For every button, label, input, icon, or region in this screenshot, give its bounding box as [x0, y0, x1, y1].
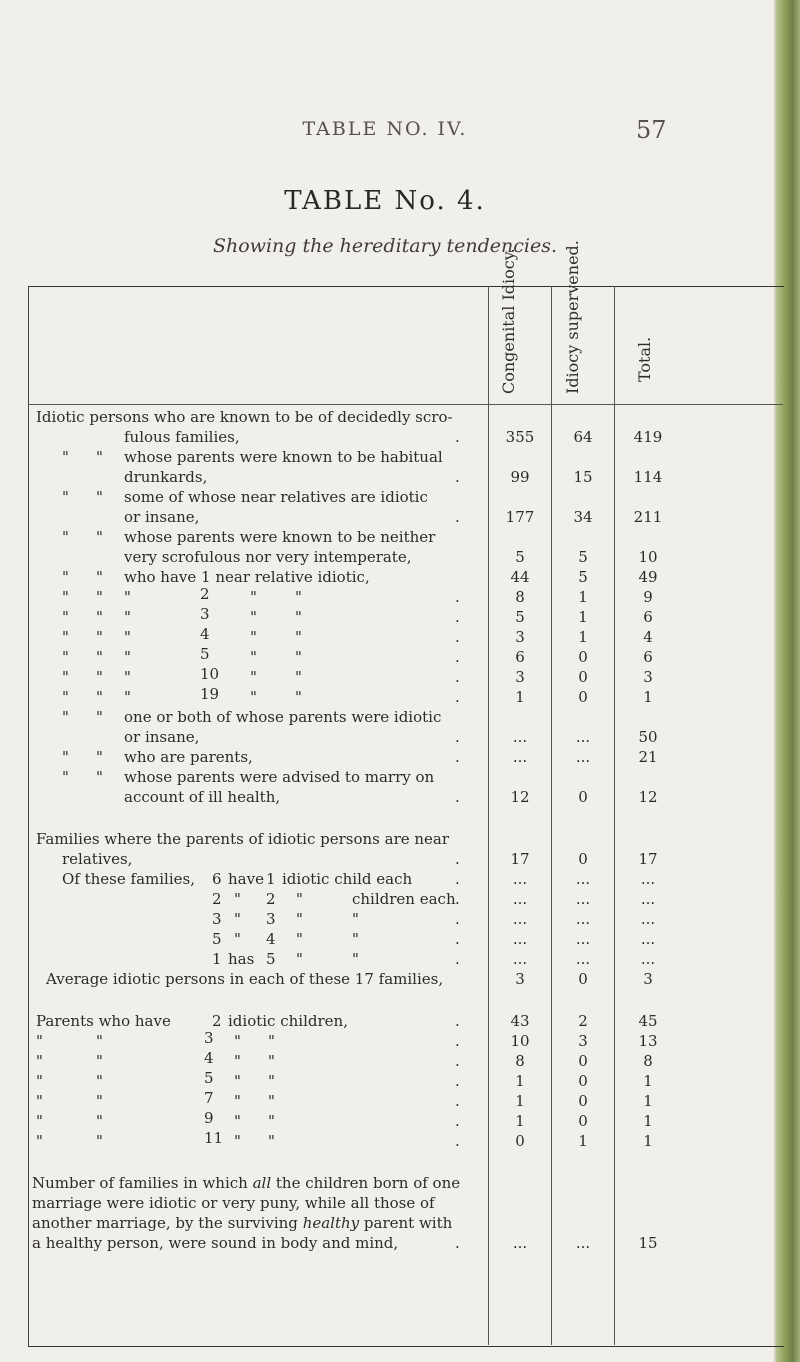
ditto-mark: " [250, 588, 257, 606]
parents-6-col1: 0 [515, 1132, 525, 1150]
child-count: 5 [204, 1069, 214, 1087]
row-5-col3: 9 [643, 588, 653, 606]
leader-dot: . [455, 1032, 460, 1050]
ditto-mark: " [96, 528, 103, 546]
row-3-col2: 5 [578, 548, 588, 566]
row-1-col1: 99 [510, 468, 530, 486]
family-2-col1: ... [512, 910, 528, 928]
leader-dot: . [455, 910, 460, 928]
ditto-mark: " [96, 648, 103, 666]
idiot-count: 3 [266, 910, 276, 928]
parents-0-col2: 2 [578, 1012, 588, 1030]
leader-dot: . [455, 788, 460, 806]
row-12-col3: 21 [638, 748, 658, 766]
parents-4-col2: 0 [578, 1092, 588, 1110]
ditto-mark: " [250, 668, 257, 686]
family-2-col2: ... [575, 910, 591, 928]
leader-dot: . [455, 870, 460, 888]
row-3-col3: 10 [638, 548, 658, 566]
row-1-col2: 15 [573, 468, 593, 486]
ditto-mark: " [96, 628, 103, 646]
ditto-mark: " [234, 1092, 241, 1110]
ditto-mark: " [250, 628, 257, 646]
ditto-mark: " [234, 1132, 241, 1150]
family-text: children each [352, 890, 456, 908]
family-1-col2: ... [575, 890, 591, 908]
leader-dot: . [455, 608, 460, 626]
ditto-mark: " [268, 1092, 275, 1110]
row-8-col3: 6 [643, 648, 653, 666]
family-count: 1 [212, 950, 222, 968]
ditto-mark: " [96, 448, 103, 466]
child-count: 2 [212, 1012, 222, 1030]
ditto-mark: " [124, 648, 131, 666]
section-intro: Idiotic persons who are known to be of decidedly scro- [36, 408, 453, 426]
ditto-mark: " [296, 950, 303, 968]
leader-dot: . [455, 648, 460, 666]
ditto-mark: " [96, 688, 103, 706]
paragraph-line [32, 1174, 460, 1193]
ditto-mark: " [62, 708, 69, 726]
row-6-col3: 6 [643, 608, 653, 626]
relative-count: 2 [200, 585, 210, 603]
ditto-mark: " [124, 588, 131, 606]
ditto-mark: " [250, 608, 257, 626]
family-3-col3: ... [640, 930, 656, 948]
row-6-col2: 1 [578, 608, 588, 626]
paragraph-line [32, 1214, 452, 1233]
relatives-col1: 17 [510, 850, 530, 868]
row-10-col1: 1 [515, 688, 525, 706]
column-divider [614, 286, 615, 1345]
row-9-col1: 3 [515, 668, 525, 686]
leader-dot: . [455, 628, 460, 646]
child-count: 9 [204, 1109, 214, 1127]
parents-5-col3: 1 [643, 1112, 653, 1130]
idiot-count: 2 [266, 890, 276, 908]
ditto-mark: " [352, 910, 359, 928]
ditto-mark: " [62, 568, 69, 586]
relative-count: 5 [200, 645, 210, 663]
row-11-col2: ... [575, 728, 591, 746]
family-2-col3: ... [640, 910, 656, 928]
row-label: drunkards, [124, 468, 208, 486]
ditto-mark: " [96, 748, 103, 766]
family-4-col2: ... [575, 950, 591, 968]
ditto-mark: " [268, 1052, 275, 1070]
row-label: or insane, [124, 508, 200, 526]
ditto-mark: " [62, 628, 69, 646]
leader-dot: . [455, 468, 460, 486]
ditto-mark: " [96, 608, 103, 626]
ditto-mark: " [234, 1072, 241, 1090]
ditto-mark: " [250, 648, 257, 666]
text: the children born of one [271, 1174, 461, 1192]
leader-dot: . [455, 950, 460, 968]
emphasis: healthy [302, 1214, 360, 1232]
ditto-mark: " [234, 1052, 241, 1070]
child-count: 7 [204, 1089, 214, 1107]
family-4-col1: ... [512, 950, 528, 968]
row-12-col2: ... [575, 748, 591, 766]
row-8-col1: 6 [515, 648, 525, 666]
leader-dot: . [455, 748, 460, 766]
ditto-mark: " [96, 708, 103, 726]
family-verb: has [228, 950, 255, 968]
page-number: 57 [636, 116, 667, 144]
row-label: whose parents were known to be neither [124, 528, 436, 546]
ditto-mark: " [36, 1032, 43, 1050]
text: parent with [359, 1214, 453, 1232]
ditto-mark: " [96, 488, 103, 506]
relative-count: 10 [200, 665, 220, 683]
family-count: 6 [212, 870, 222, 888]
row-2-col3: 211 [633, 508, 663, 526]
parents-2-col1: 8 [515, 1052, 525, 1070]
ditto-mark: " [295, 668, 302, 686]
parents-0-col1: 43 [510, 1012, 530, 1030]
row-4-col1: 44 [510, 568, 530, 586]
leader-dot: . [455, 728, 460, 746]
text: Number of families in which [32, 1174, 253, 1192]
row-7-col3: 4 [643, 628, 653, 646]
row-11-col3: 50 [638, 728, 658, 746]
row-6-col1: 5 [515, 608, 525, 626]
row-1-col3: 114 [633, 468, 663, 486]
families-sound-col2: ... [575, 1234, 591, 1252]
idiot-count: 4 [266, 930, 276, 948]
row-0-col1: 355 [505, 428, 535, 446]
idiot-count: 5 [266, 950, 276, 968]
family-1-col1: ... [512, 890, 528, 908]
col-header-total: Total. [635, 336, 654, 382]
ditto-mark: " [96, 768, 103, 786]
row-5-col2: 1 [578, 588, 588, 606]
leader-dot: . [455, 850, 460, 868]
ditto-mark: " [296, 910, 303, 928]
leader-dot: . [455, 1092, 460, 1110]
average-col2: 0 [578, 970, 588, 988]
ditto-mark: " [295, 588, 302, 606]
table-title: TABLE No. 4. [284, 186, 486, 216]
row-11-col1: ... [512, 728, 528, 746]
relative-count: 19 [200, 685, 220, 703]
row-label: relatives, [62, 850, 133, 868]
paragraph-line: marriage were idiotic or very puny, while all those of [32, 1194, 435, 1212]
ditto-mark: " [36, 1112, 43, 1130]
row-13-col1: 12 [510, 788, 530, 806]
ditto-mark: " [352, 950, 359, 968]
ditto-mark: " [62, 688, 69, 706]
parents-3-col1: 1 [515, 1072, 525, 1090]
average-label: Average idiotic persons in each of these 17 families, [46, 970, 444, 988]
idiot-count: 1 [266, 870, 276, 888]
row-5-col1: 8 [515, 588, 525, 606]
parents-6-col2: 1 [578, 1132, 588, 1150]
ditto-mark: " [352, 930, 359, 948]
ditto-mark: " [96, 588, 103, 606]
header-rule [28, 404, 783, 405]
ditto-mark: " [62, 648, 69, 666]
table-subtitle: Showing the hereditary tendencies. [212, 235, 557, 257]
family-verb: have [228, 870, 264, 888]
child-count: 3 [204, 1029, 214, 1047]
row-label: one or both of whose parents were idiotic [124, 708, 442, 726]
col-header-supervened: Idiocy supervened. [563, 240, 582, 394]
families-sound-col1: ... [512, 1234, 528, 1252]
ditto-mark: " [234, 910, 241, 928]
row-label: very scrofulous nor very intemperate, [124, 548, 412, 566]
parents-4-col3: 1 [643, 1092, 653, 1110]
ditto-mark: " [234, 930, 241, 948]
parents-3-col2: 0 [578, 1072, 588, 1090]
leader-dot: . [455, 588, 460, 606]
row-12-col1: ... [512, 748, 528, 766]
families-sound-col3: 15 [638, 1234, 658, 1252]
col-header-congenital: Congenital Idiocy. [499, 248, 518, 394]
ditto-mark: " [268, 1132, 275, 1150]
ditto-mark: " [268, 1112, 275, 1130]
ditto-mark: " [124, 628, 131, 646]
ditto-mark: " [250, 688, 257, 706]
ditto-mark: " [62, 528, 69, 546]
ditto-mark: " [124, 688, 131, 706]
row-9-col3: 3 [643, 668, 653, 686]
leader-dot: . [455, 668, 460, 686]
relative-count: 4 [200, 625, 210, 643]
row-7-col2: 1 [578, 628, 588, 646]
row-label: account of ill health, [124, 788, 281, 806]
row-4-col2: 5 [578, 568, 588, 586]
ditto-mark: " [96, 1052, 103, 1070]
emphasis: all [252, 1174, 272, 1192]
row-2-col1: 177 [505, 508, 535, 526]
parents-1-col1: 10 [510, 1032, 530, 1050]
child-count: 11 [204, 1129, 224, 1147]
ditto-mark: " [124, 668, 131, 686]
row-0-col3: 419 [633, 428, 663, 446]
section-intro: Parents who have [36, 1012, 171, 1030]
row-7-col1: 3 [515, 628, 525, 646]
column-divider [488, 286, 489, 1345]
parents-6-col3: 1 [643, 1132, 653, 1150]
ditto-mark: " [36, 1132, 43, 1150]
ditto-mark: " [96, 1112, 103, 1130]
ditto-mark: " [36, 1072, 43, 1090]
row-label: fulous families, [124, 428, 240, 446]
row-2-col2: 34 [573, 508, 593, 526]
ditto-mark: " [62, 448, 69, 466]
ditto-mark: " [268, 1072, 275, 1090]
parents-0-col3: 45 [638, 1012, 658, 1030]
ditto-mark: " [96, 1132, 103, 1150]
parents-3-col3: 1 [643, 1072, 653, 1090]
row-label: Of these families, [62, 870, 195, 888]
ditto-mark: " [296, 930, 303, 948]
ditto-mark: " [36, 1052, 43, 1070]
parents-2-col3: 8 [643, 1052, 653, 1070]
parents-1-col2: 3 [578, 1032, 588, 1050]
leader-dot: . [455, 1112, 460, 1130]
leader-dot: . [455, 1234, 460, 1252]
average-col3: 3 [643, 970, 653, 988]
row-4-col3: 49 [638, 568, 658, 586]
ditto-mark: " [62, 588, 69, 606]
family-count: 2 [212, 890, 222, 908]
ditto-mark: " [234, 1112, 241, 1130]
leader-dot: . [455, 1072, 460, 1090]
leader-dot: . [455, 688, 460, 706]
ditto-mark: " [62, 608, 69, 626]
family-3-col2: ... [575, 930, 591, 948]
row-9-col2: 0 [578, 668, 588, 686]
ditto-mark: " [295, 648, 302, 666]
leader-dot: . [455, 930, 460, 948]
row-3-col1: 5 [515, 548, 525, 566]
parents-1-col3: 13 [638, 1032, 658, 1050]
leader-dot: . [455, 1132, 460, 1150]
row-8-col2: 0 [578, 648, 588, 666]
ditto-mark: " [234, 890, 241, 908]
row-13-col2: 0 [578, 788, 588, 806]
row-13-col3: 12 [638, 788, 658, 806]
ditto-mark: " [96, 1072, 103, 1090]
family-0-col3: ... [640, 870, 656, 888]
ditto-mark: " [96, 568, 103, 586]
parents-5-col2: 0 [578, 1112, 588, 1130]
relative-count: 3 [200, 605, 210, 623]
row-label: some of whose near relatives are idiotic [124, 488, 428, 506]
section-intro: idiotic children, [228, 1012, 348, 1030]
relatives-col2: 0 [578, 850, 588, 868]
ditto-mark: " [96, 1032, 103, 1050]
family-0-col1: ... [512, 870, 528, 888]
row-10-col2: 0 [578, 688, 588, 706]
column-divider [551, 286, 552, 1345]
paragraph-line: a healthy person, were sound in body and mind, [32, 1234, 399, 1252]
ditto-mark: " [62, 668, 69, 686]
family-1-col3: ... [640, 890, 656, 908]
leader-dot: . [455, 1052, 460, 1070]
section-intro: Families where the parents of idiotic persons are near [36, 830, 450, 848]
ditto-mark: " [295, 688, 302, 706]
running-head: TABLE NO. IV. [302, 118, 468, 140]
leader-dot: . [455, 890, 460, 908]
leader-dot: . [455, 1012, 460, 1030]
family-3-col1: ... [512, 930, 528, 948]
row-label: who have 1 near relative idiotic, [124, 568, 370, 586]
ditto-mark: " [62, 488, 69, 506]
ditto-mark: " [62, 768, 69, 786]
ditto-mark: " [36, 1092, 43, 1110]
family-count: 3 [212, 910, 222, 928]
row-10-col3: 1 [643, 688, 653, 706]
leader-dot: . [455, 508, 460, 526]
ditto-mark: " [296, 890, 303, 908]
average-col1: 3 [515, 970, 525, 988]
ditto-mark: " [295, 608, 302, 626]
parents-4-col1: 1 [515, 1092, 525, 1110]
text: another marriage, by the surviving [32, 1214, 303, 1232]
child-count: 4 [204, 1049, 214, 1067]
row-0-col2: 64 [573, 428, 593, 446]
leader-dot: . [455, 428, 460, 446]
parents-2-col2: 0 [578, 1052, 588, 1070]
ditto-mark: " [62, 748, 69, 766]
row-label: or insane, [124, 728, 200, 746]
ditto-mark: " [234, 1032, 241, 1050]
family-4-col3: ... [640, 950, 656, 968]
family-0-col2: ... [575, 870, 591, 888]
relatives-col3: 17 [638, 850, 658, 868]
ditto-mark: " [295, 628, 302, 646]
family-text: idiotic child each [282, 870, 413, 888]
ditto-mark: " [124, 608, 131, 626]
row-label: whose parents were advised to marry on [124, 768, 435, 786]
ditto-mark: " [96, 1092, 103, 1110]
family-count: 5 [212, 930, 222, 948]
row-label: who are parents, [124, 748, 253, 766]
parents-5-col1: 1 [515, 1112, 525, 1130]
ditto-mark: " [96, 668, 103, 686]
ditto-mark: " [268, 1032, 275, 1050]
row-label: whose parents were known to be habitual [124, 448, 443, 466]
